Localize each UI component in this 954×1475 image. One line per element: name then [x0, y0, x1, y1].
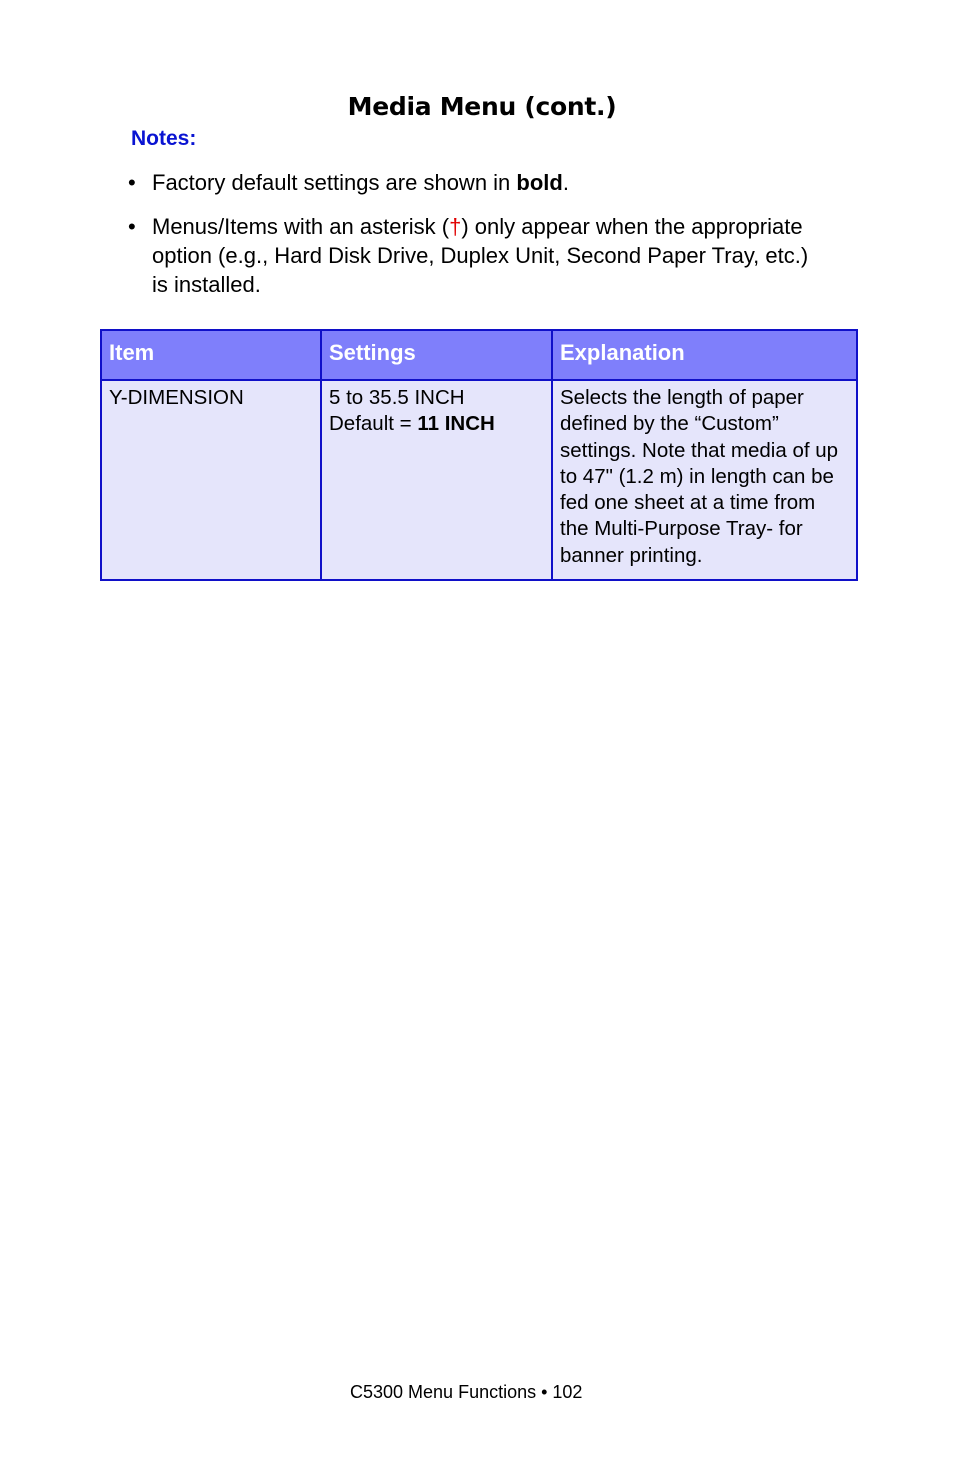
cell-explanation: Selects the length of paper defined by the “Custom” settings. Note that media of up to 47" (1.2 m) in length can be fed one sheet at a time from the Multi-Purpose Tray- for banner printing.: [552, 380, 857, 580]
header-settings: Settings: [321, 330, 552, 380]
page-title: Media Menu (cont.): [347, 92, 617, 121]
settings-default-value: 11 INCH: [417, 412, 495, 436]
table-row: [101, 380, 857, 580]
menu-table: [100, 329, 858, 581]
bullet-icon: •: [128, 214, 136, 239]
header-explanation: Explanation: [552, 330, 857, 380]
settings-range: 5 to 35.5 INCH: [329, 386, 465, 409]
settings-default-label: Default =: [329, 412, 418, 436]
notes-heading: Notes:: [131, 127, 197, 150]
note-text-end: .: [562, 170, 569, 195]
header-item: Item: [101, 330, 321, 380]
note-item-asterisk: [128, 212, 828, 299]
note-bold-word: bold: [516, 170, 563, 195]
note-text: Factory default settings are shown in: [152, 170, 517, 195]
note-text-end: ) only appear when the appropriate option (e.g., Hard Disk Drive, Duplex Unit, Second Paper Tray, etc.) is installed.: [152, 214, 809, 297]
settings-default: [329, 411, 544, 437]
table-header-row: [101, 330, 857, 380]
cell-settings: [321, 380, 552, 580]
note-text: Menus/Items with an asterisk (: [152, 214, 450, 239]
note-item-defaults: [128, 168, 828, 197]
page-footer: C5300 Menu Functions • 102: [350, 1382, 583, 1402]
dagger-symbol: †: [449, 214, 462, 239]
bullet-icon: •: [128, 170, 136, 195]
cell-item: Y-DIMENSION: [101, 380, 321, 580]
notes-list: [128, 168, 828, 314]
